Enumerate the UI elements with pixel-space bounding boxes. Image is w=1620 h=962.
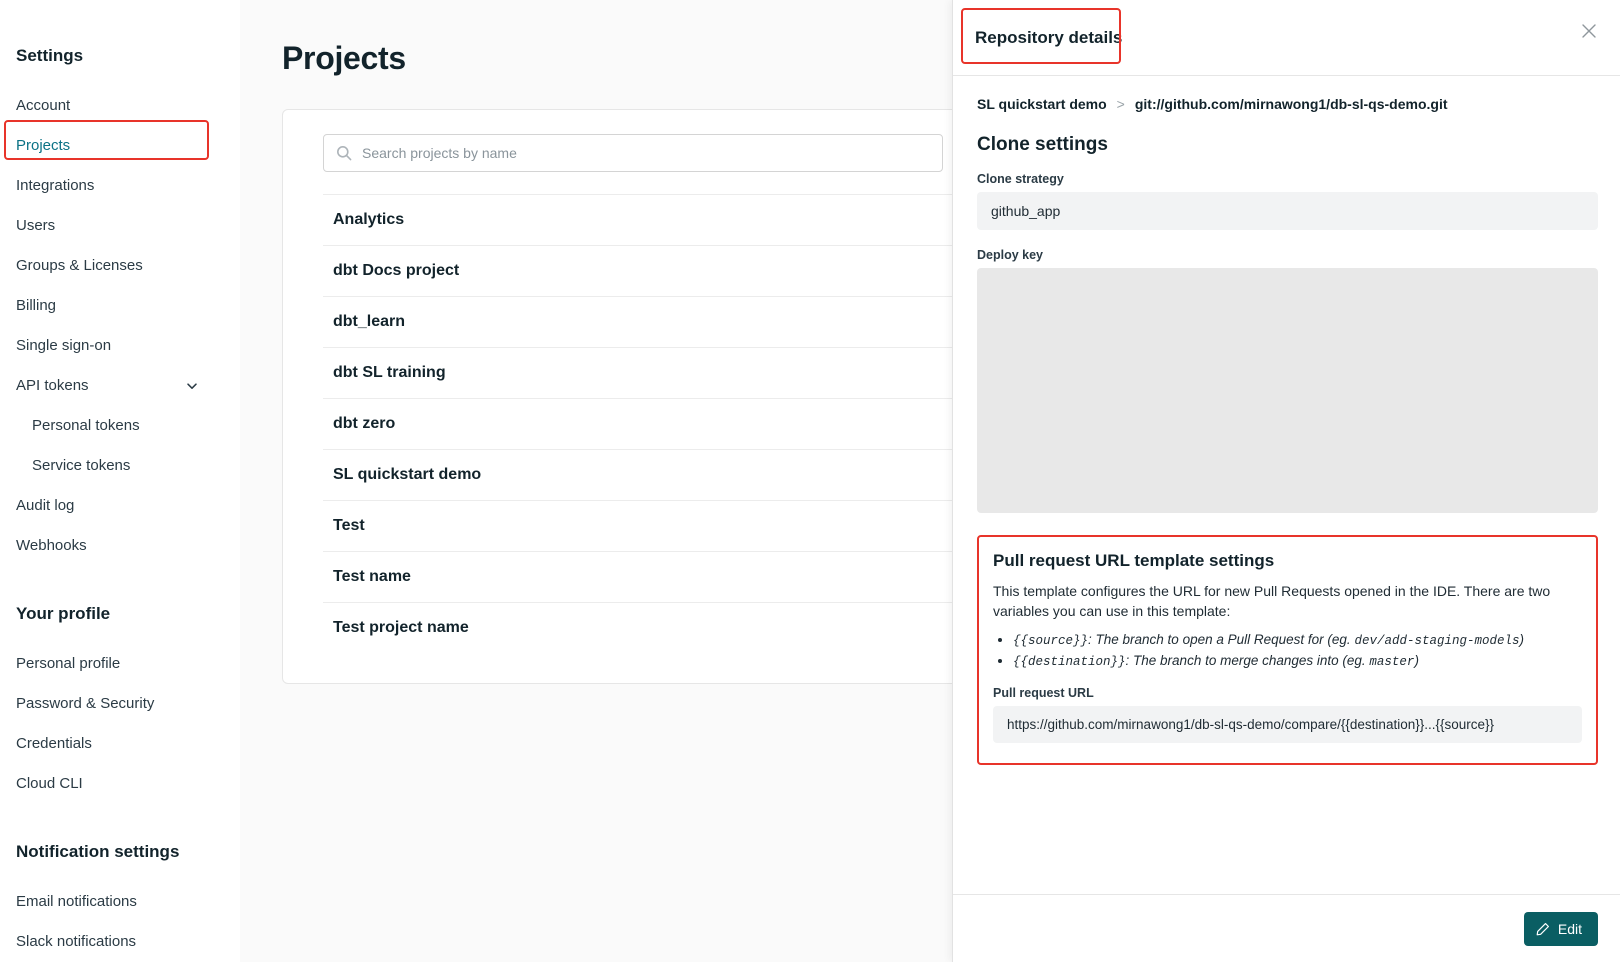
sidebar-item-webhooks[interactable]: Webhooks <box>16 537 87 554</box>
pull-request-heading: Pull request URL template settings <box>993 551 1275 570</box>
clone-strategy-value: github_app <box>977 192 1598 230</box>
drawer-footer <box>953 894 1620 962</box>
sidebar-item-label: API tokens <box>16 377 89 394</box>
deploy-key-value <box>977 268 1598 513</box>
sidebar-item-slack-notifications[interactable]: Slack notifications <box>16 933 137 950</box>
drawer-body <box>953 76 1620 894</box>
search-input[interactable] <box>323 134 943 172</box>
deploy-key-label: Deploy key <box>977 248 1044 262</box>
pull-request-variable-list <box>1013 630 1582 673</box>
search-container <box>323 134 943 172</box>
pull-request-url-label: Pull request URL <box>993 686 1094 701</box>
drawer-header <box>953 0 1620 76</box>
sidebar-item-users[interactable]: Users <box>16 217 56 234</box>
sidebar-item-personal-tokens[interactable]: Personal tokens <box>32 417 140 434</box>
breadcrumb <box>977 96 1598 112</box>
list-item[interactable]: dbt SL training <box>323 347 1261 398</box>
sidebar-notification-title: Notification settings <box>16 842 180 861</box>
list-item[interactable]: dbt Docs project <box>323 245 1261 296</box>
variable-close: ) <box>1414 652 1419 668</box>
list-item[interactable]: Test name <box>323 551 1261 602</box>
sidebar-item-credentials[interactable]: Credentials <box>16 735 92 752</box>
sidebar-item-integrations[interactable]: Integrations <box>16 177 95 194</box>
edit-button-label: Edit <box>1557 920 1582 937</box>
sidebar-item-email-notifications[interactable]: Email notifications <box>16 893 137 910</box>
list-item[interactable]: Test <box>323 500 1261 551</box>
sidebar-item-groups-licenses[interactable]: Groups & Licenses <box>16 257 143 274</box>
sidebar-item-api-tokens[interactable] <box>0 366 239 406</box>
variable-close: ) <box>1519 631 1524 647</box>
sidebar-profile-title: Your profile <box>16 604 111 623</box>
sidebar-item-single-sign-on[interactable]: Single sign-on <box>16 337 112 354</box>
variable-token: {{source}} <box>1013 633 1089 648</box>
repository-details-drawer <box>952 0 1620 962</box>
breadcrumb-repo[interactable]: git://github.com/mirnawong1/db-sl-qs-demo.git <box>1134 96 1448 112</box>
list-item[interactable]: SL quickstart demo <box>323 449 1261 500</box>
pull-request-description: This template configures the URL for new Pull Requests opened in the IDE. There are two variables you can use in this template: <box>993 583 1551 620</box>
pull-request-template-section <box>977 535 1598 765</box>
list-item[interactable]: Analytics <box>323 194 1261 245</box>
sidebar-item-service-tokens[interactable]: Service tokens <box>32 457 131 474</box>
variable-example: master <box>1369 654 1415 669</box>
variable-token: {{destination}} <box>1013 654 1126 669</box>
pull-request-url-value: https://github.com/mirnawong1/db-sl-qs-demo/compare/{{destination}}...{{source}} <box>993 706 1582 743</box>
search-icon <box>336 145 352 161</box>
variable-example: dev/add-staging-models <box>1354 633 1520 648</box>
list-item[interactable]: Test project name <box>323 602 1261 653</box>
list-item[interactable]: dbt zero <box>323 398 1261 449</box>
variable-text: : The branch to merge changes into (eg. <box>1125 652 1370 668</box>
sidebar-item-personal-profile[interactable]: Personal profile <box>16 655 121 672</box>
drawer-title: Repository details <box>975 27 1123 47</box>
list-item <box>1013 651 1582 672</box>
chevron-down-icon <box>185 379 199 393</box>
list-item <box>1013 630 1582 651</box>
edit-button[interactable] <box>1524 912 1598 946</box>
settings-sidebar <box>0 0 240 962</box>
sidebar-item-projects[interactable]: Projects <box>16 137 71 154</box>
list-item[interactable]: dbt_learn <box>323 296 1261 347</box>
sidebar-item-password-security[interactable]: Password & Security <box>16 695 155 712</box>
sidebar-item-account[interactable]: Account <box>16 97 71 114</box>
pencil-icon <box>1536 922 1550 936</box>
clone-settings-heading: Clone settings <box>977 134 1108 155</box>
clone-strategy-label: Clone strategy <box>977 172 1064 186</box>
sidebar-item-audit-log[interactable]: Audit log <box>16 497 75 514</box>
close-icon[interactable] <box>1578 20 1600 42</box>
breadcrumb-project[interactable]: SL quickstart demo <box>977 96 1107 112</box>
breadcrumb-separator-icon: > <box>1116 96 1125 112</box>
sidebar-item-billing[interactable]: Billing <box>16 297 57 314</box>
page-title: Projects <box>282 40 406 76</box>
variable-text: : The branch to open a Pull Request for (eg. <box>1088 631 1355 647</box>
sidebar-item-cloud-cli[interactable]: Cloud CLI <box>16 775 83 792</box>
sidebar-settings-title: Settings <box>16 46 84 65</box>
